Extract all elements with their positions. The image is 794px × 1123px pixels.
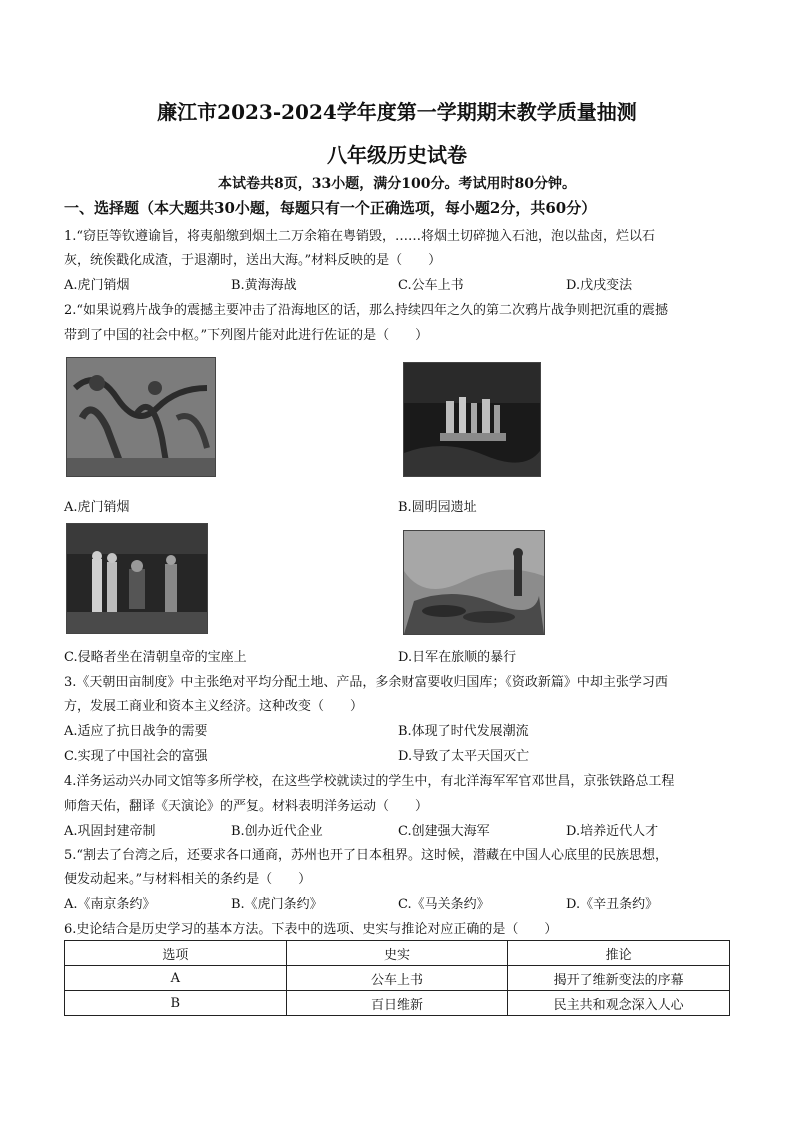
- table-header-option: 选项: [65, 941, 287, 966]
- q1-option-b: B.黄海海战: [231, 278, 297, 293]
- exam-title: 廉江市2023-2024学年度第一学期期末教学质量抽测: [157, 100, 637, 124]
- photo-d-lushun: [403, 530, 545, 635]
- section-heading: 一、选择题（本大题共30小题，每题只有一个正确选项，每小题2分，共60分）: [64, 199, 597, 217]
- photo-a-relief: [66, 357, 216, 477]
- q4-option-d: D.培养近代人才: [566, 824, 659, 839]
- table-cell: 民主共和观念深入人心: [508, 991, 730, 1016]
- q3-stem-line1: 3.《天朝田亩制度》中主张绝对平均分配土地、产品，多余财富要收归国库；《资政新篇》中却主张学习西: [64, 675, 668, 690]
- q1-option-c: C.公车上书: [398, 278, 464, 293]
- q2-caption-b: B.圆明园遗址: [398, 500, 477, 515]
- table-cell: 公车上书: [286, 966, 508, 991]
- table-header-fact: 史实: [286, 941, 508, 966]
- table-header-row: [65, 941, 730, 966]
- photo-c-throne: [66, 523, 208, 634]
- table-cell: 百日维新: [286, 991, 508, 1016]
- q2-caption-d: D.日军在旅顺的暴行: [398, 650, 517, 665]
- q5-option-d: D.《辛丑条约》: [566, 897, 659, 912]
- q3-option-a: A.适应了抗日战争的需要: [64, 724, 208, 739]
- q1-stem-line2: 灰，统俟戳化成渣，于退潮时，送出大海。”材料反映的是（ ）: [64, 253, 442, 268]
- photo-b-ruins: [403, 362, 541, 477]
- q4-stem-line2: 师詹天佑，翻译《天演论》的严复。材料表明洋务运动（ ）: [64, 799, 429, 814]
- q2-caption-a: A.虎门销烟: [64, 500, 130, 515]
- q1-stem-line1: 1.“窃臣等钦遵谕旨，将夷船缴到烟土二万余箱在粤销毁，……将烟土切碎抛入石池，泡以盐卤，烂以石: [64, 229, 656, 244]
- table-row: [65, 966, 730, 991]
- q1-option-a: A.虎门销烟: [64, 278, 130, 293]
- table-cell: 揭开了维新变法的序幕: [508, 966, 730, 991]
- q6-stem: 6.史论结合是历史学习的基本方法。下表中的选项、史实与推论对应正确的是（ ）: [64, 922, 558, 937]
- q5-option-c: C.《马关条约》: [398, 897, 490, 912]
- q3-option-b: B.体现了时代发展潮流: [398, 724, 529, 739]
- exam-info: 本试卷共8页，33小题，满分100分。考试用时80分钟。: [218, 176, 576, 192]
- q5-option-b: B.《虎门条约》: [231, 897, 323, 912]
- q4-option-b: B.创办近代企业: [231, 824, 323, 839]
- q5-option-a: A.《南京条约》: [64, 897, 156, 912]
- q5-stem-line2: 便发动起来。”与材料相关的条约是（ ）: [64, 872, 312, 887]
- q1-option-d: D.戊戌变法: [566, 278, 633, 293]
- table-cell: A: [65, 966, 287, 991]
- q2-stem-line1: 2.“如果说鸦片战争的震撼主要冲击了沿海地区的话，那么持续四年之久的第二次鸦片战争则把沉重的震撼: [64, 303, 669, 318]
- q2-caption-c: C.侵略者坐在清朝皇帝的宝座上: [64, 650, 247, 665]
- q3-stem-line2: 方，发展工商业和资本主义经济。这种改变（ ）: [64, 699, 364, 714]
- table-header-inference: 推论: [508, 941, 730, 966]
- q4-option-c: C.创建强大海军: [398, 824, 490, 839]
- table-cell: B: [65, 991, 287, 1016]
- exam-subtitle: 八年级历史试卷: [327, 143, 467, 167]
- q3-option-c: C.实现了中国社会的富强: [64, 749, 208, 764]
- q3-option-d: D.导致了太平天国灭亡: [398, 749, 530, 764]
- q6-table: [64, 940, 730, 1016]
- table-row: [65, 991, 730, 1016]
- q4-stem-line1: 4.洋务运动兴办同文馆等多所学校，在这些学校就读过的学生中，有北洋海军军官邓世昌，京张铁路总工程: [64, 774, 675, 789]
- q4-option-a: A.巩固封建帝制: [64, 824, 156, 839]
- q5-stem-line1: 5.“割去了台湾之后，还要求各口通商，苏州也开了日本租界。这时候，潜藏在中国人心底里的民族思想，: [64, 848, 669, 863]
- q2-stem-line2: 带到了中国的社会中枢。”下列图片能对此进行佐证的是（ ）: [64, 328, 429, 343]
